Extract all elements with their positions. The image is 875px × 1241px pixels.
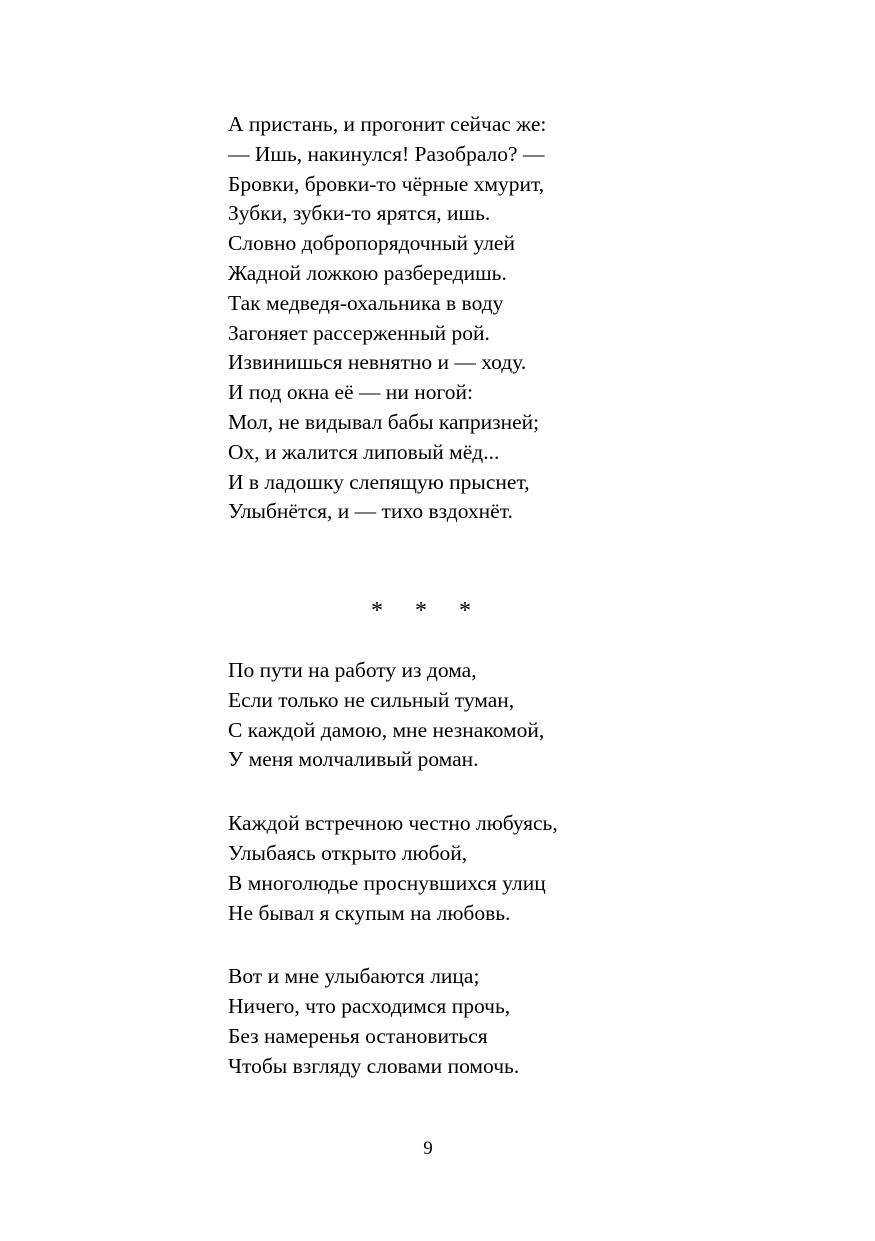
poem-line: — Ишь, накинулся! Разобрало? — [228,141,545,166]
poem-line: Ох, и жалится липовый мёд... [228,439,500,464]
poem-line: А пристань, и прогонит сейчас же: [228,112,547,136]
poem-line: Ничего, что расходимся прочь, [228,994,511,1019]
poem-line: Извинишься невнятно и — ходу. [228,350,527,375]
page-number: 9 [423,1138,433,1159]
poem-line: Жадной ложкою разбередишь. [228,260,507,285]
section-separator: * * * [371,598,484,624]
stanza [228,656,558,775]
poem-line: По пути на работу из дома, [228,658,477,682]
poem-line: И в ладошку слепящую прыснет, [228,469,530,494]
poem-line: Без намеренья остановиться [228,1023,488,1048]
poem-line: Так медведя-охальника в воду [228,290,504,315]
poem-line: Зубки, зубки-то ярятся, ишь. [228,201,491,226]
poem-line: Улыбаясь открыто любой, [228,840,468,865]
poem-line: В многолюдье проснувшихся улиц [228,870,546,895]
poem-untitled [228,656,558,1082]
poem-line: Если только не сильный туман, [228,687,515,712]
stanza [228,110,546,527]
poem-line: Чтобы взгляду словами помочь. [228,1053,520,1078]
poem-line: Улыбнётся, и — тихо вздохнёт. [228,499,513,524]
poem-line: Мол, не видывал бабы капризней; [228,409,540,434]
poem-line: Бровки, бровки-то чёрные хмурит, [228,171,545,196]
poem-line: У меня молчаливый роман. [228,747,479,772]
poem-line: Словно добропорядочный улей [228,231,515,256]
poem-line: Вот и мне улыбаются лица; [228,964,480,989]
poem-line: Каждой встречною честно любуясь, [228,811,558,836]
poem-line: И под окна её — ни ногой: [228,380,473,405]
stanza [228,809,558,928]
poem-line: Не бывал я скупым на любовь. [228,900,511,925]
poem-line: С каждой дамою, мне незнакомой, [228,717,545,742]
poem-ending [228,110,546,527]
poem-line: Загоняет рассерженный рой. [228,320,490,345]
stanza [228,962,558,1081]
